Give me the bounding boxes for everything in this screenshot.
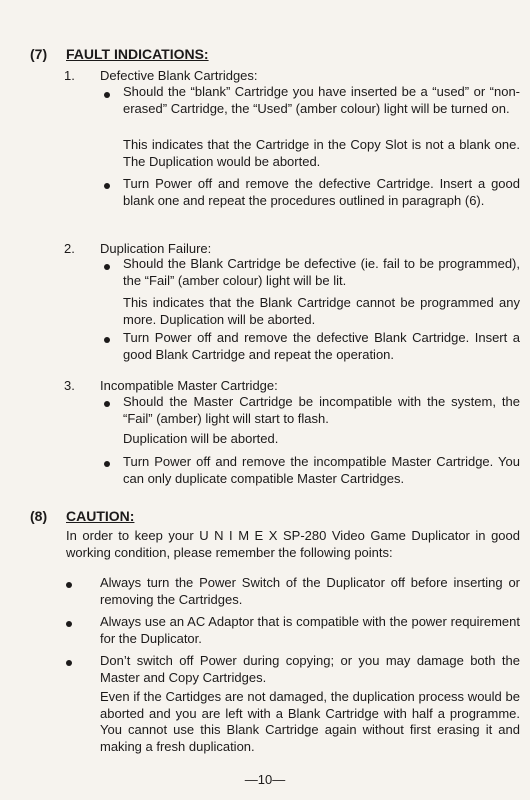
caution-bullet-1: Always turn the Power Switch of the Duplicator off before inserting or removing the Cartridges. bbox=[100, 575, 520, 607]
item-3-title: Incompatible Master Cartridge: bbox=[100, 378, 278, 393]
section-7-number: (7) bbox=[30, 46, 48, 62]
bullet-icon bbox=[66, 621, 72, 627]
item-2-note: This indicates that the Blank Cartridge cannot be programmed any more. Duplication will be aborted. bbox=[123, 295, 520, 327]
item-1-number: 1. bbox=[64, 68, 75, 83]
bullet-icon bbox=[104, 401, 110, 407]
caution-closing: Even if the Cartidges are not damaged, the duplication process would be aborted and you are left with a Blank Cartridge with half a programme. You cannot use this Blank Cartridge again without first erasing it and making a fresh duplication. bbox=[100, 689, 520, 754]
bullet-icon bbox=[66, 660, 72, 666]
caution-bullet-2: Always use an AC Adaptor that is compatible with the power requirement for the Duplicator. bbox=[100, 614, 520, 646]
item-2-title: Duplication Failure: bbox=[100, 241, 212, 256]
bullet-icon bbox=[104, 337, 110, 343]
item-1-title: Defective Blank Cartridges: bbox=[100, 68, 258, 83]
bullet-icon bbox=[104, 92, 110, 98]
bullet-icon bbox=[66, 582, 72, 588]
item-3-note: Duplication will be aborted. bbox=[123, 431, 279, 446]
section-7-title: FAULT INDICATIONS: bbox=[66, 46, 209, 62]
item-3-bullet-2: Turn Power off and remove the incompatible Master Cartridge. You can only duplicate compatible Master Cartridges. bbox=[123, 454, 520, 486]
item-2-number: 2. bbox=[64, 241, 75, 256]
item-2-bullet-2: Turn Power off and remove the defective Blank Cartridge. Insert a good Blank Cartridge and repeat the operation. bbox=[123, 330, 520, 362]
item-1-note: This indicates that the Cartridge in the Copy Slot is not a blank one. The Duplication would be aborted. bbox=[123, 137, 520, 169]
bullet-icon bbox=[104, 264, 110, 270]
section-8-title: CAUTION: bbox=[66, 508, 135, 524]
page-number: —10— bbox=[244, 772, 286, 787]
bullet-icon bbox=[104, 183, 110, 189]
item-3-number: 3. bbox=[64, 378, 75, 393]
section-8-number: (8) bbox=[30, 508, 48, 524]
item-1-bullet-1: Should the “blank” Cartridge you have inserted be a “used” or “non-erased” Cartridge, the “Used” (amber colour) light will be turned on. bbox=[123, 84, 520, 116]
bullet-icon bbox=[104, 461, 110, 467]
item-3-bullet-1: Should the Master Cartridge be incompatible with the system, the “Fail” (amber) light will start to flash. bbox=[123, 394, 520, 426]
caution-intro: In order to keep your U N I M E X SP-280 Video Game Duplicator in good working condition, please remember the following points: bbox=[66, 528, 520, 560]
item-2-bullet-1: Should the Blank Cartridge be defective (ie. fail to be programmed), the “Fail” (amber colour) light will be lit. bbox=[123, 256, 520, 288]
caution-bullet-3: Don’t switch off Power during copying; or you may damage both the Master and Copy Cartridges. bbox=[100, 653, 520, 685]
item-1-bullet-2: Turn Power off and remove the defective Cartridge. Insert a good blank one and repeat the procedures outlined in paragraph (6). bbox=[123, 176, 520, 208]
